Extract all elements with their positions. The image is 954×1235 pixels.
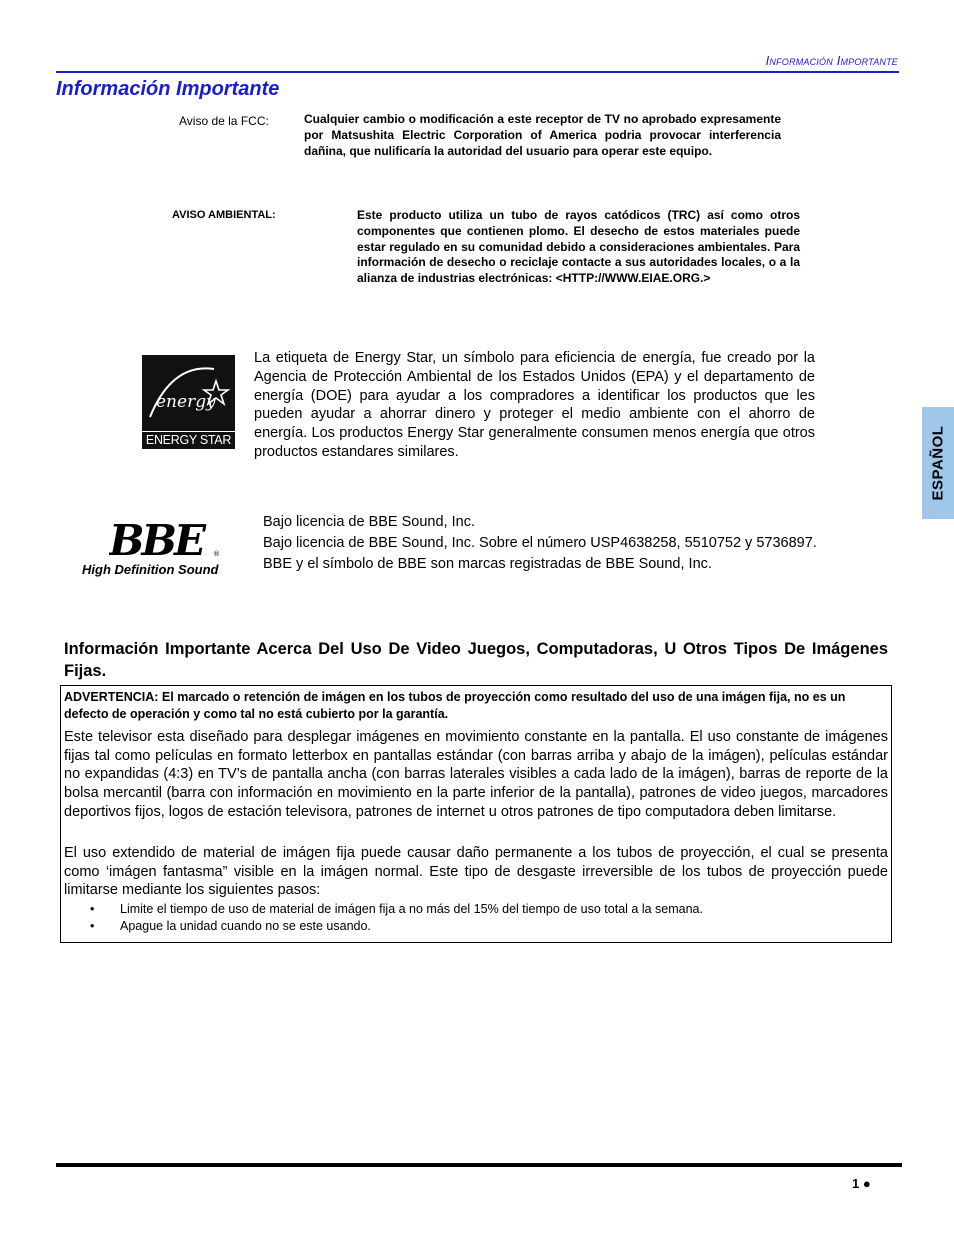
energy-star-logo (142, 355, 235, 449)
page-number: 1 ● (852, 1176, 871, 1191)
bullet-icon: • (90, 919, 95, 933)
energy-script: energy (156, 392, 216, 412)
running-header: Información Importante (765, 53, 898, 68)
bbe-line: Bajo licencia de BBE Sound, Inc. (263, 514, 475, 530)
list-item (90, 918, 880, 935)
bbe-logo (109, 519, 221, 564)
fcc-label: Aviso de la FCC: (179, 114, 269, 128)
bullet-list (90, 901, 880, 935)
energy-star-text: La etiqueta de Energy Star, un símbolo para eficiencia de energía, fue creado por la Agencia de Protección Ambiental de los Estados Unidos (EPA) y el departamento de energía (DOE) para ayudar a los compradores a identificar los productos que les pueden ayudar a ahorrar dinero y proteger el medio ambiente con el ahorro de energía. Los productos Energy Star generalmente consumen menos energía que otros productos estandares similares. (254, 350, 815, 460)
list-item (90, 901, 880, 918)
environmental-label: AVISO AMBIENTAL: (172, 209, 276, 221)
energy-star-icon (142, 355, 235, 431)
bullet-text: Limite el tiempo de uso de material de imágen fija a no más del 15% del tiempo de uso total a la semana. (120, 902, 703, 916)
bullet-icon: • (90, 902, 95, 916)
header-rule (56, 71, 899, 73)
language-tab-label: ESPAÑOL (929, 425, 947, 501)
bbe-logo-icon (109, 519, 221, 559)
page-title: Información Importante (56, 78, 280, 100)
language-tab (922, 407, 954, 519)
bbe-line: BBE y el símbolo de BBE son marcas registradas de BBE Sound, Inc. (263, 556, 712, 572)
warning-paragraph-1: Este televisor esta diseñado para desplegar imágenes en movimiento constante en la pantalla. El uso constante de imágenes fijas tal como películas en formato letterbox en pantallas estándar (con barras arriba y abajo de la imágen), películas estándar no expandidas (4:3) en TV’s de pantalla ancha (con barras laterales visibles a cada lado de la imágen), barras de reporte de la bolsa mercantil (barra con información en movimiento en la parte inferior de la pantalla), patrones de video juegos, marcadores deportivos fijos, logos de estación televisora, patrones de internet u otros patrones de tipo computadora deben limitarse. (64, 729, 888, 820)
bbe-line: Bajo licencia de BBE Sound, Inc. Sobre el número USP4638258, 5510752 y 5736897. (263, 535, 817, 551)
warning-text: ADVERTENCIA: El marcado o retención de imágen en los tubos de proyección como resultado del uso de una imágen fija, no es un defecto de operación y como tal no está cubierto por la garantía. (64, 690, 846, 721)
energy-star-logo-label: ENERGY STAR (142, 431, 235, 447)
bbe-logo-text: BBE (109, 519, 204, 559)
bbe-text (263, 513, 845, 576)
fcc-text: Cualquier cambio o modificación a este receptor de TV no aprobado expresamente por Matsushita Electric Corporation of America podria provocar interferencia dañina, que nulificaría la autoridad del usuario para operar este equipo. (304, 112, 781, 158)
section-heading: Información Importante Acerca Del Uso De Video Juegos, Computadoras, U Otros Tipos De Imágenes Fijas. (64, 640, 888, 680)
bbe-registered-mark: ® (213, 550, 220, 558)
footer-rule (56, 1163, 902, 1167)
bullet-text: Apague la unidad cuando no se este usando. (120, 919, 371, 933)
environmental-text: Este producto utiliza un tubo de rayos catódicos (TRC) así como otros componentes que contienen plomo. El desecho de estos materiales puede estar regulado en su comunidad debido a consideraciones ambientales. Para información de desecho o reciclaje contacte a sus autoridades locales, o a la alianza de industrias electrónicas: <HTTP://WWW.EIAE.ORG.> (357, 208, 800, 286)
warning-paragraph-2: El uso extendido de material de imágen fija puede causar daño permanente a los tubos de proyección, el cual se presenta como ‘imágen fantasma” visible en la imágen normal. Este tipo de desgaste irreversible de los tubos de proyección puede limitarse mediante los siguientes pasos: (64, 845, 888, 899)
bbe-caption: High Definition Sound (82, 562, 219, 577)
